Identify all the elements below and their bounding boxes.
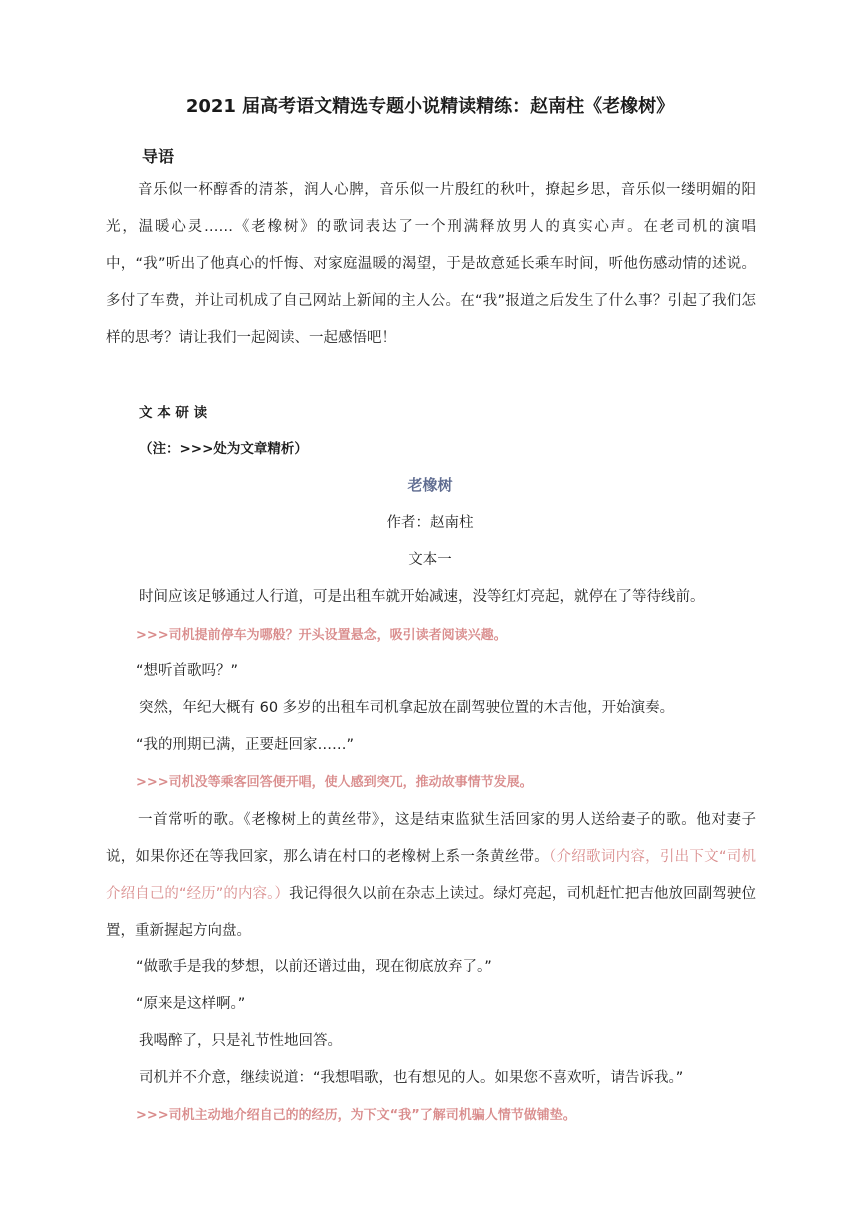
story-section-label: 文本一 <box>408 552 452 568</box>
story-author: 作者：赵南柱 <box>386 515 474 531</box>
story-paragraph: 突然，年纪大概有 60 多岁的出租车司机拿起放在副驾驶位置的木吉他，开始演奏。 <box>139 700 675 716</box>
inline-analysis-note: （介绍歌词内容，引出下文“司机介绍自己的“经历”的内容。） <box>106 849 756 902</box>
story-dialogue: “我的刑期已满，正要赶回家……” <box>136 737 355 753</box>
story-paragraph: 我喝醉了，只是礼节性地回答。 <box>139 1033 342 1049</box>
story-title: 老橡树 <box>407 476 453 494</box>
story-dialogue: “想听首歌吗？” <box>136 663 239 679</box>
analysis-note: >>>司机提前停车为哪般？开头设置悬念，吸引读者阅读兴趣。 <box>136 628 507 643</box>
story-text: 我记得很久以前在杂志上读过。绿灯亮起，司机赶忙把吉他放回副驾驶位置，重新握起方向盘。 <box>106 886 756 939</box>
story-dialogue: “原来是这样啊。” <box>136 996 246 1012</box>
document-title: 2021 届高考语文精选专题小说精读精练：赵南柱《老橡树》 <box>185 96 675 117</box>
analysis-note: >>>司机没等乘客回答便开唱，使人感到突兀，推动故事情节发展。 <box>136 775 533 790</box>
analysis-note: >>>司机主动地介绍自己的的经历，为下文“我”了解司机骗人情节做铺垫。 <box>136 1108 576 1123</box>
intro-heading: 导语 <box>142 147 175 166</box>
analysis-note-label: （注：>>>处为文章精析） <box>139 441 308 457</box>
story-dialogue: “做歌手是我的梦想，以前还谱过曲，现在彻底放弃了。” <box>136 959 492 975</box>
study-heading: 文 本 研 读 <box>139 405 208 421</box>
story-paragraph <box>106 802 756 950</box>
story-paragraph: 司机并不介意，继续说道：“我想唱歌，也有想见的人。如果您不喜欢听，请告诉我。” <box>139 1070 684 1086</box>
story-text: 一首常听的歌。《老橡树上的黄丝带》，这是结束监狱生活回家的男人送给妻子的歌。他对妻子说，如果你还在等我回家，那么请在村口的老橡树上系一条黄丝带。 <box>106 812 756 865</box>
story-paragraph: 时间应该足够通过人行道，可是出租车就开始减速，没等红灯亮起，就停在了等待线前。 <box>139 589 705 605</box>
intro-paragraph: 音乐似一杯醇香的清茶，润人心脾，音乐似一片殷红的秋叶，撩起乡思，音乐似一缕明媚的阳光，温暖心灵……《老橡树》的歌词表达了一个刑满释放男人的真实心声。在老司机的演唱中，“我”听出了他真心的忏悔、对家庭温暖的渴望，于是故意延长乘车时间，听他伤感动情的述说。多付了车费，并让司机成了自己网站上新闻的主人公。在“我”报道之后发生了什么事？引起了我们怎样的思考？请让我们一起阅读、一起感悟吧！ <box>106 182 756 346</box>
